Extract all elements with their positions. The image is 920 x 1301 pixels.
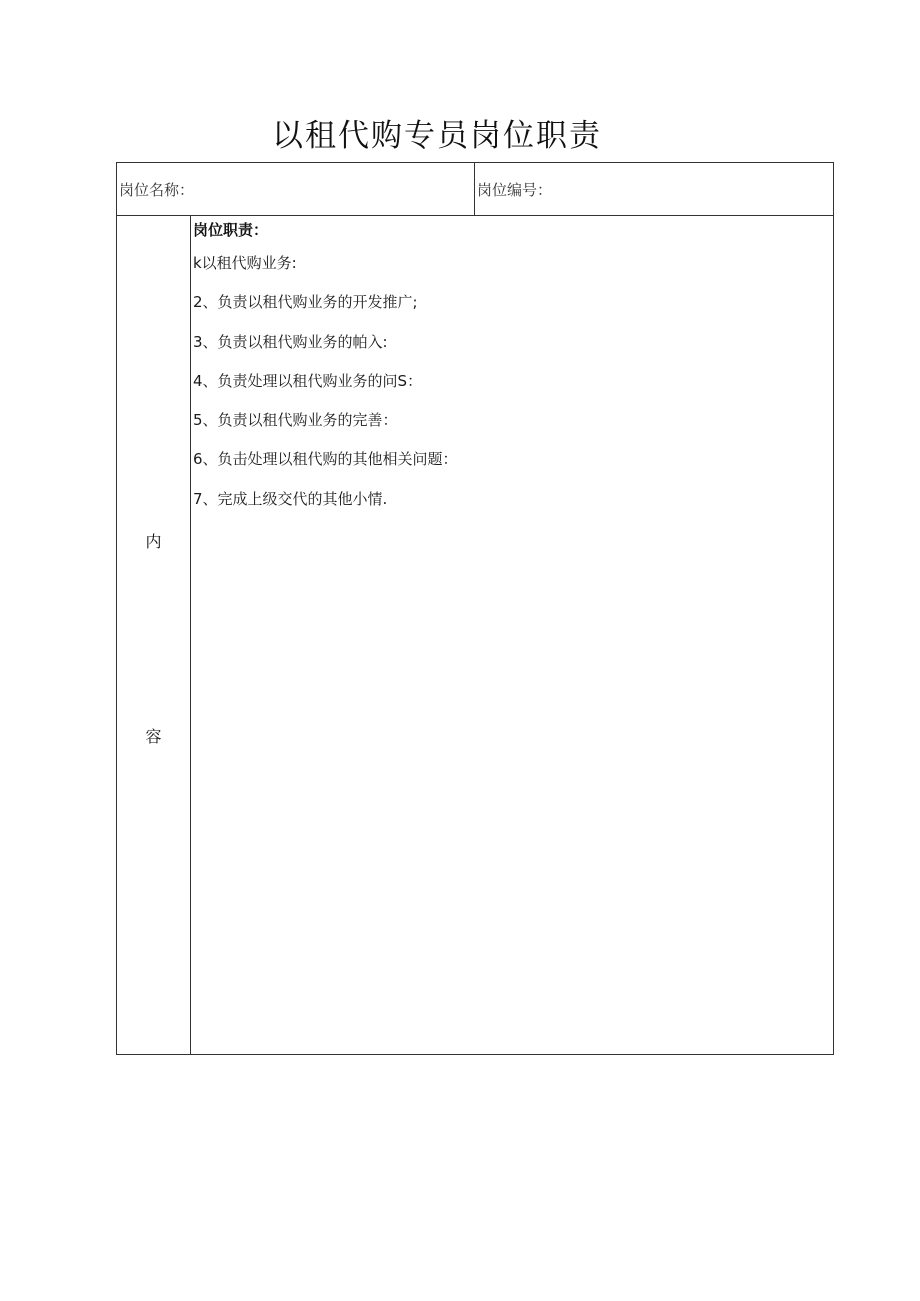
duty-item: k以租代购业务: [193, 254, 297, 272]
position-number-cell [475, 163, 833, 215]
duty-item: 6、负击处理以租代购的其他相关问题： [193, 450, 458, 469]
content-side-label-cell [117, 216, 191, 1054]
content-body-cell [193, 216, 829, 1054]
position-number-label: 岗位编号： [477, 181, 553, 199]
duty-item: 2、负责以租代购业务的开发推广; [193, 293, 418, 312]
duty-form-table [116, 162, 834, 1055]
document-title: 以租代购专员岗位职责 [272, 118, 602, 154]
duty-item: 3、负责以租代购业务的帕入: [193, 332, 388, 351]
position-name-cell [117, 163, 475, 215]
duties-heading: 岗位职责： [193, 221, 269, 239]
duty-list [193, 253, 458, 528]
duty-item: 5、负责以租代购业务的完善： [193, 411, 398, 430]
duty-item: 7、完成上级交代的其他小情. [193, 489, 388, 508]
duty-item: 4、负责处理以租代购业务的问S： [193, 371, 423, 390]
side-label-char-1: 内 [145, 532, 162, 551]
position-name-label: 岗位名称： [119, 181, 195, 199]
content-row [117, 216, 833, 1054]
side-label-char-2: 容 [145, 727, 162, 746]
header-row [117, 163, 833, 216]
